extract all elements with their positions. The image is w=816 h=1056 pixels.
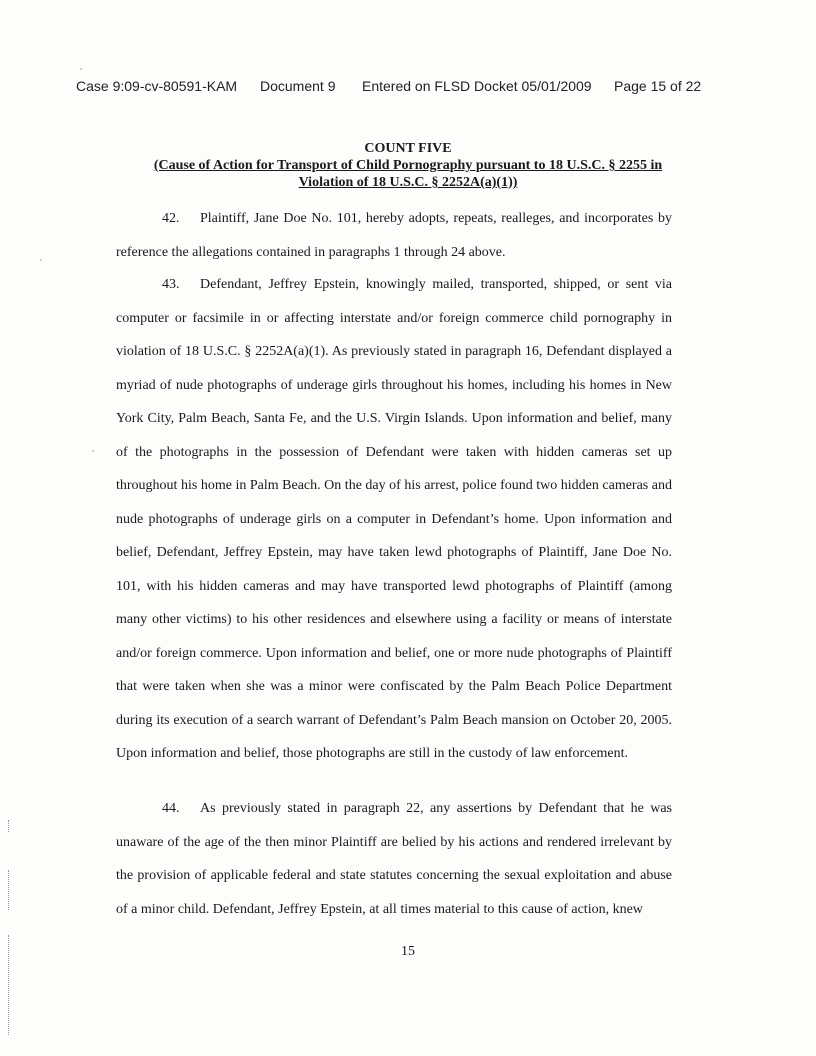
paragraph-number: 42.	[162, 211, 180, 226]
scan-speck	[40, 259, 42, 261]
count-title: COUNT FIVE	[364, 141, 452, 156]
scan-edge-mark	[8, 870, 9, 910]
count-subtitle-line-1: (Cause of Action for Transport of Child Pornography pursuant to 18 U.S.C. § 2255 in	[153, 158, 663, 173]
document-number: Document 9	[260, 78, 336, 94]
scan-edge-mark	[8, 935, 9, 1035]
paragraph-42	[116, 202, 672, 269]
scan-speck	[80, 68, 82, 70]
scan-edge-mark	[8, 820, 9, 832]
count-heading	[100, 140, 716, 191]
paragraph-43	[116, 268, 672, 771]
case-number: Case 9:09-cv-80591-KAM	[76, 78, 238, 94]
paragraph-text: Plaintiff, Jane Doe No. 101, hereby adopts, repeats, realleges, and incorporates by reference the allegations contained in paragraphs 1 through 24 above.	[116, 211, 672, 260]
page-indicator: Page 15 of 22	[614, 78, 702, 94]
paragraph-text: Defendant, Jeffrey Epstein, knowingly mailed, transported, shipped, or sent via computer or facsimile in or affecting interstate and/or foreign commerce child pornography in violation of 18 U.S.C. § 2252A(a)(1). As previously stated in paragraph 16, Defendant displayed a myriad of nude photographs of underage girls throughout his homes, including his homes in New York City, Palm Beach, Santa Fe, and the U.S. Virgin Islands. Upon information and belief, many of the photographs in the possession of Defendant were taken with hidden cameras set up throughout his home in Palm Beach. On the day of his arrest, police found two hidden cameras and nude photographs of underage girls on a computer in Defendant’s home. Upon information and belief, Defendant, Jeffrey Epstein, may have taken lewd photographs of Plaintiff, Jane Doe No. 101, with his hidden cameras and may have transported lewd photographs of Plaintiff (among many other victims) to his other residences and elsewhere using a facility or means of interstate and/or foreign commerce. Upon information and belief, one or more nude photographs of Plaintiff that were taken when she was a minor were confiscated by the Palm Beach Police Department during its execution of a search warrant of Defendant’s Palm Beach mansion on October 20, 2005. Upon information and belief, those photographs are still in the custody of law enforcement.	[116, 277, 672, 761]
docket-entry: Entered on FLSD Docket 05/01/2009	[362, 78, 592, 94]
count-subtitle-line-2: Violation of 18 U.S.C. § 2252A(a)(1))	[298, 175, 518, 190]
paragraph-text: As previously stated in paragraph 22, any assertions by Defendant that he was unaware of the age of the then minor Plaintiff are belied by his actions and rendered irrelevant by the provision of applicable federal and state statutes concerning the sexual exploitation and abuse of a minor child. Defendant, Jeffrey Epstein, at all times material to this cause of action, knew	[116, 801, 672, 917]
paragraph-44	[116, 792, 672, 926]
page-number: 15	[401, 944, 415, 959]
paragraph-number: 44.	[162, 801, 180, 816]
scan-speck	[92, 450, 94, 452]
paragraph-number: 43.	[162, 277, 180, 292]
